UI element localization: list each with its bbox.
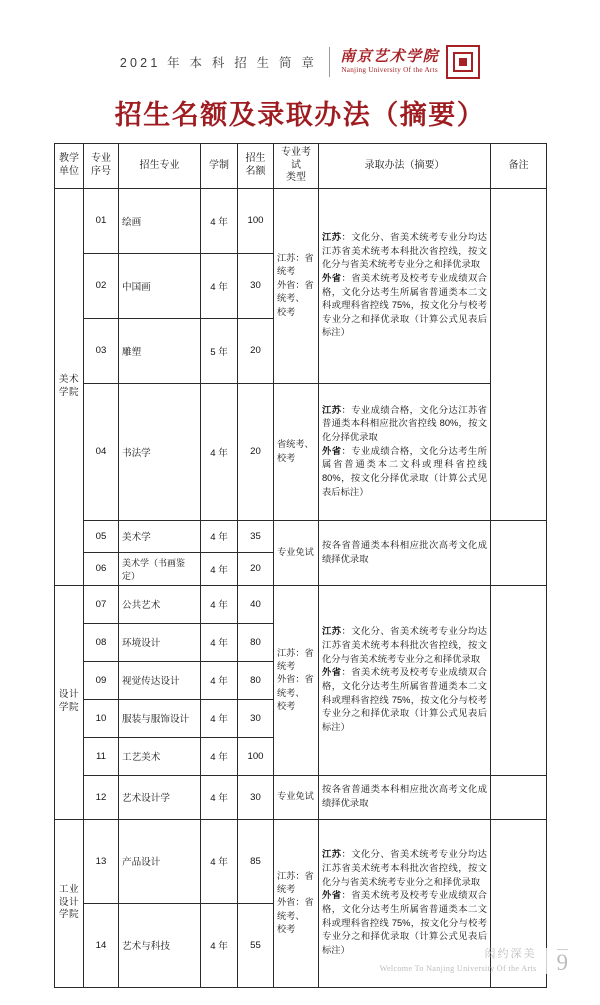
row-quota: 20 — [238, 318, 274, 383]
column-header-exam-type — [274, 144, 319, 189]
row-quota: 30 — [238, 253, 274, 318]
method-outside-tag: 外省 — [322, 445, 342, 456]
page-number: 9 — [556, 949, 568, 975]
table-row — [55, 383, 547, 520]
exam-type-line1: 江苏：省统考 — [277, 870, 314, 894]
admission-table-wrapper — [54, 143, 546, 988]
row-no: 04 — [84, 383, 119, 520]
note-cell-exempt2 — [491, 775, 547, 819]
row-no: 06 — [84, 552, 119, 585]
row-no: 12 — [84, 775, 119, 819]
note-cell-group2 — [491, 585, 547, 775]
table-body — [55, 188, 547, 987]
row-no: 13 — [84, 819, 119, 903]
table-row — [55, 188, 547, 253]
method-cell-exempt2 — [319, 775, 491, 819]
method-jiangsu-tag: 江苏 — [322, 231, 342, 242]
row-length: 4 年 — [201, 819, 238, 903]
table-header — [55, 144, 547, 189]
row-quota: 35 — [238, 520, 274, 552]
row-major: 绘画 — [119, 188, 201, 253]
method-cell-group1 — [319, 188, 491, 383]
row-quota: 100 — [238, 188, 274, 253]
row-major: 艺术与科技 — [119, 903, 201, 987]
column-header-no — [84, 144, 119, 189]
method-outside-text: ：省美术统考及校考专业成绩双合格，文化分达考生所属省普通类本二文科或理科省控线 75%，按文化分与校考专业分之和择优录取（计算公式见表后标注） — [322, 890, 487, 955]
row-length: 4 年 — [201, 383, 238, 520]
row-major: 产品设计 — [119, 819, 201, 903]
exam-type-line3: 校考 — [277, 701, 296, 712]
row-no: 07 — [84, 585, 119, 623]
exam-type-line2: 外省：省统考、 — [277, 279, 314, 304]
unit-label-fine-arts — [58, 374, 80, 400]
method-outside-text: ：省美术统考及校考专业成绩双合格，文化分达考生所属省普通类本二文科或理科省控线 75%，按文化分与校考专业分之和择优录取（计算公式见表后标注） — [322, 667, 487, 732]
table-row — [55, 585, 547, 623]
unit-label-line3: 学院 — [58, 909, 80, 921]
row-major: 书法学 — [119, 383, 201, 520]
exam-type-cell-group1 — [274, 188, 319, 383]
column-header-unit-line2: 单位 — [59, 165, 79, 177]
row-length: 4 年 — [201, 903, 238, 987]
method-exempt-text: 按各省普通类本科相应批次高考文化成绩择优录取 — [322, 784, 487, 808]
method-jiangsu — [322, 231, 487, 272]
method-outside — [322, 272, 487, 340]
logo-name-en: Nanjing University Of the Arts — [341, 66, 438, 75]
unit-label-line2: 设计 — [58, 896, 80, 908]
row-length: 4 年 — [201, 737, 238, 775]
header-divider — [329, 47, 330, 77]
row-no: 05 — [84, 520, 119, 552]
method-outside-tag: 外省 — [322, 667, 342, 678]
row-major: 艺术设计学 — [119, 775, 201, 819]
unit-label-line2: 学院 — [58, 702, 80, 713]
column-header-note: 备注 — [491, 144, 547, 189]
row-major: 服装与服饰设计 — [119, 699, 201, 737]
row-quota: 80 — [238, 623, 274, 661]
exam-type-cell-exempt2: 专业免试 — [274, 775, 319, 819]
row-quota: 20 — [238, 383, 274, 520]
footer-divider — [546, 948, 547, 974]
exam-type-line1: 江苏：省统考 — [277, 647, 314, 671]
row-no: 09 — [84, 661, 119, 699]
row-quota: 20 — [238, 552, 274, 585]
column-header-quota-line1: 招生 — [245, 153, 266, 165]
method-cell-exempt1 — [319, 520, 491, 585]
row-major: 视觉传达设计 — [119, 661, 201, 699]
method-jiangsu — [322, 404, 487, 445]
table-row — [55, 520, 547, 552]
column-header-major: 招生专业 — [119, 144, 201, 189]
method-outside-text: ：省美术统考及校考专业成绩双合格，文化分达考生所属省普通类本二文科或理科省控线 75%，按文化分与校考专业分之和择优录取（计算公式见表后标注） — [322, 272, 487, 338]
unit-label-line1: 工业 — [58, 883, 80, 895]
footer-text — [380, 948, 537, 973]
note-cell-group1 — [491, 188, 547, 520]
row-quota: 55 — [238, 903, 274, 987]
row-length: 4 年 — [201, 188, 238, 253]
university-logo — [340, 45, 480, 79]
unit-label-industrial-design — [58, 884, 80, 923]
row-no: 10 — [84, 699, 119, 737]
method-jiangsu — [322, 625, 487, 666]
footer-welcome: Welcome To Nanjing University Of the Arts — [379, 964, 537, 974]
column-header-no-line2: 序号 — [91, 165, 111, 177]
page-title: 招生名额及录取办法（摘要） — [114, 100, 486, 130]
row-no: 03 — [84, 318, 119, 383]
unit-label-line1: 设计 — [58, 689, 80, 701]
unit-cell-design — [55, 585, 84, 819]
column-header-method: 录取办法（摘要） — [319, 144, 491, 189]
row-length: 4 年 — [201, 520, 238, 552]
exam-type-cell-calligraphy: 省统考、校考 — [274, 383, 319, 520]
row-no: 08 — [84, 623, 119, 661]
method-jiangsu — [322, 848, 487, 889]
row-major: 环境设计 — [119, 623, 201, 661]
row-length: 4 年 — [201, 699, 238, 737]
row-length: 4 年 — [201, 775, 238, 819]
column-header-length: 学制 — [201, 144, 238, 189]
unit-label-line2: 学院 — [58, 386, 80, 398]
column-header-quota-line2: 名额 — [245, 165, 266, 177]
column-header-no-line1: 专业 — [91, 153, 111, 165]
page-header — [0, 38, 600, 86]
row-length: 5 年 — [201, 318, 238, 383]
row-no: 11 — [84, 737, 119, 775]
row-major: 美术学 — [119, 520, 201, 552]
method-exempt-text: 按各省普通类本科相应批次高考文化成绩择优录取 — [322, 539, 487, 564]
row-quota: 100 — [238, 737, 274, 775]
exam-type-line2: 外省：省统考、 — [277, 897, 314, 921]
row-length: 4 年 — [201, 552, 238, 585]
row-no: 01 — [84, 188, 119, 253]
row-major: 中国画 — [119, 253, 201, 318]
method-jiangsu-text: ：专业成绩合格，文化分达江苏省普通类本科相应批次省控线 80%，按文化分择优录取 — [322, 404, 487, 443]
admission-table — [54, 143, 547, 988]
column-header-unit-line1: 教学 — [59, 153, 79, 165]
column-header-exam-line2: 类型 — [286, 172, 306, 183]
column-header-quota — [238, 144, 274, 189]
exam-type-line3: 校考 — [277, 924, 296, 935]
row-length: 4 年 — [201, 661, 238, 699]
unit-label-line1: 美术 — [58, 373, 80, 385]
exam-type-cell-exempt1: 专业免试 — [274, 520, 319, 585]
row-length: 4 年 — [201, 253, 238, 318]
method-jiangsu-tag: 江苏 — [322, 626, 342, 637]
row-major: 雕塑 — [119, 318, 201, 383]
row-length: 4 年 — [201, 585, 238, 623]
method-jiangsu-tag: 江苏 — [322, 849, 342, 860]
row-length: 4 年 — [201, 623, 238, 661]
logo-name-cn: 南京艺术学院 — [340, 48, 440, 65]
row-no: 02 — [84, 253, 119, 318]
method-outside-tag: 外省 — [322, 272, 342, 283]
method-outside-tag: 外省 — [322, 890, 342, 901]
column-header-exam-line1: 专业考试 — [281, 147, 311, 171]
row-quota: 30 — [238, 699, 274, 737]
seal-mark-icon — [446, 45, 480, 79]
method-jiangsu-text: ：文化分、省美术统考专业分均达江苏省美术统考本科批次省控线，按文化分与省美术统考专业分之和择优录取 — [322, 849, 487, 887]
table-row — [55, 819, 547, 903]
row-major: 工艺美术 — [119, 737, 201, 775]
unit-label-design — [58, 689, 80, 715]
footer-motto: 闳约深美 — [484, 948, 537, 961]
logo-text — [340, 49, 439, 75]
row-quota: 80 — [238, 661, 274, 699]
row-major: 公共艺术 — [119, 585, 201, 623]
row-major: 美术学（书画鉴定） — [119, 552, 201, 585]
exam-type-line1: 江苏：省统考 — [277, 253, 314, 277]
row-quota: 40 — [238, 585, 274, 623]
column-header-unit — [55, 144, 84, 189]
table-row — [55, 775, 547, 819]
method-cell-calligraphy — [319, 383, 491, 520]
method-jiangsu-text: ：文化分、省美术统考专业分均达江苏省美术统考本科批次省控线，按文化分与省美术统考专业分之和择优录取 — [322, 231, 487, 270]
exam-type-line2: 外省：省统考、 — [277, 674, 314, 698]
page-footer — [0, 938, 600, 984]
unit-cell-fine-arts — [55, 188, 84, 585]
method-outside — [322, 445, 487, 500]
method-jiangsu-text: ：文化分、省美术统考专业分均达江苏省美术统考本科批次省控线，按文化分与省美术统考专业分之和择优录取 — [322, 626, 487, 664]
note-cell-exempt1 — [491, 520, 547, 585]
table-header-row — [55, 144, 547, 189]
method-jiangsu-tag: 江苏 — [322, 404, 342, 415]
row-quota: 30 — [238, 775, 274, 819]
exam-type-line3: 校考 — [277, 306, 296, 317]
exam-type-cell-group2 — [274, 585, 319, 775]
method-cell-group2 — [319, 585, 491, 775]
method-outside — [322, 666, 487, 734]
row-no: 14 — [84, 903, 119, 987]
header-title: 2021 年 本 科 招 生 简 章 — [119, 56, 318, 70]
row-quota: 85 — [238, 819, 274, 903]
method-outside-text: ：专业成绩合格，文化分达考生所属省普通类本二文科或理科省控线 80%，按文化分择优录取（计算公式见表后标注） — [322, 445, 487, 497]
